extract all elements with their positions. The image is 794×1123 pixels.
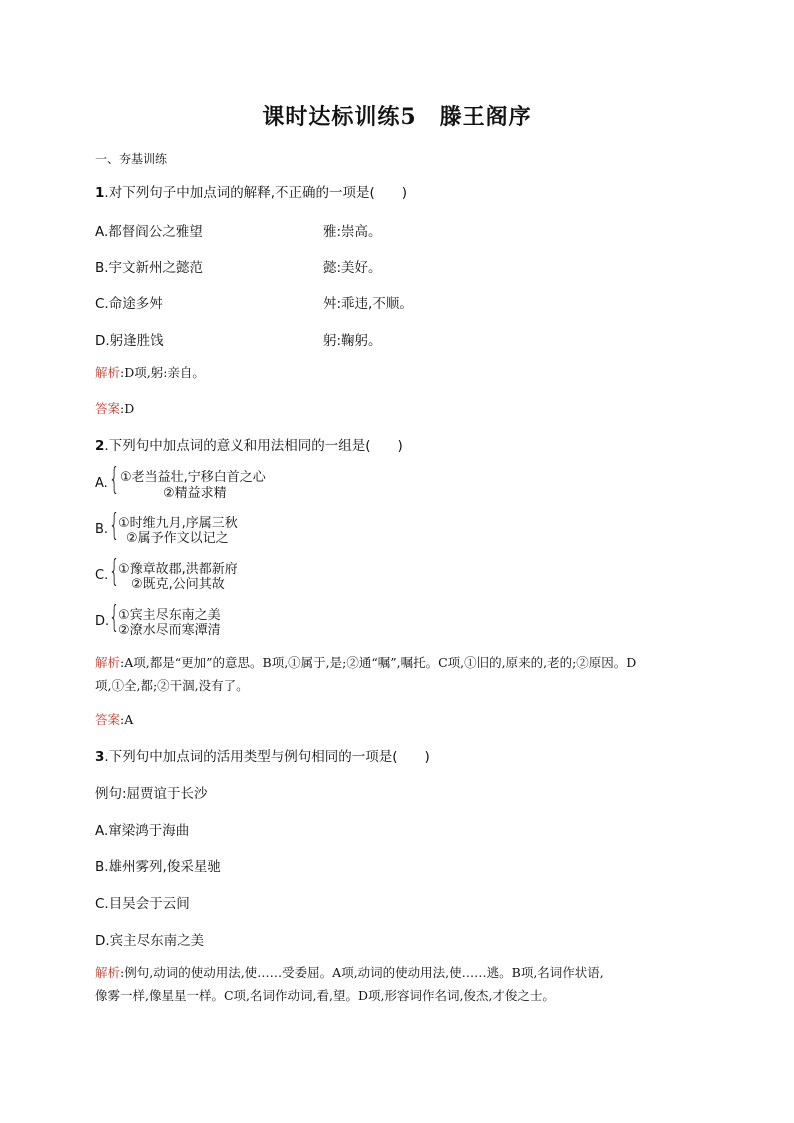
q3-option-a: A.窜梁鸿于海曲 (95, 823, 190, 839)
analysis-label: 解析 (95, 965, 121, 980)
analysis-text: :D项,躬:亲自。 (120, 365, 205, 380)
brace-icon: { (109, 508, 120, 543)
q2-answer (95, 710, 133, 728)
q2-option-b-sentence-2: ②属予作文以记之 (126, 531, 229, 546)
q2-option-b-sentence-1: ①时维九月,序属三秋 (118, 516, 238, 531)
q3-example: 例句:屈贾谊于长沙 (95, 786, 208, 802)
q3-option-b: B.雄州雾列,俊采星驰 (95, 859, 221, 875)
q2-option-a-sentence-1: ①老当益壮,宁移白首之心 (120, 470, 266, 485)
q3-analysis-line-2: 像雾一样,像星星一样。C项,名词作动词,看,望。D项,形容词作名词,俊杰,才俊之士。 (95, 988, 555, 1003)
question-number: 2 (95, 438, 105, 454)
analysis-text: :例句,动词的使动用法,使……受委屈。A项,动词的使动用法,使……逃。B项,名词作状语, (120, 965, 604, 980)
q2-option-b-letter: B. (95, 522, 109, 537)
question-3-stem (95, 745, 430, 765)
q1-gloss-c: 舛:乖违,不顺。 (323, 296, 413, 312)
section-heading: 一、夯基训练 (95, 152, 168, 166)
analysis-label: 解析 (95, 655, 121, 670)
question-text: .对下列句子中加点词的解释,不正确的一项是( ) (104, 185, 408, 201)
q1-gloss-b: 懿:美好。 (323, 260, 382, 276)
q1-gloss-a: 雅:崇高。 (323, 224, 382, 240)
question-1-stem (95, 181, 407, 201)
brace-icon: { (109, 462, 120, 497)
q2-option-d-sentence-1: ①宾主尽东南之美 (118, 608, 221, 623)
q2-option-a-sentence-2: ②精益求精 (163, 486, 227, 501)
answer-label: 答案 (95, 401, 121, 416)
analysis-text: :A项,都是“更加”的意思。B项,①属于,是;②通“嘱”,嘱托。C项,①旧的,原来的,老的;②原因。D (120, 655, 637, 670)
q2-option-d-sentence-2: ②潦水尽而寒潭清 (118, 623, 221, 638)
brace-icon: { (109, 554, 120, 589)
q3-analysis-line-1 (95, 963, 604, 981)
q1-option-d: D.躬逢胜饯 (95, 333, 164, 349)
q3-option-d: D.宾主尽东南之美 (95, 933, 205, 949)
q3-option-c: C.目吴会于云间 (95, 896, 190, 912)
question-text: .下列句中加点词的意义和用法相同的一组是( ) (104, 438, 403, 454)
q2-option-c-sentence-1: ①豫章故郡,洪都新府 (118, 562, 238, 577)
answer-label: 答案 (95, 712, 121, 727)
q1-option-b: B.宇文新州之懿范 (95, 260, 204, 276)
question-text: .下列句中加点词的活用类型与例句相同的一项是( ) (104, 749, 430, 765)
q2-option-d-letter: D. (95, 614, 110, 629)
answer-text: :A (120, 712, 134, 727)
analysis-label: 解析 (95, 365, 121, 380)
q2-option-c-letter: C. (95, 568, 109, 583)
question-number: 3 (95, 749, 105, 765)
brace-icon: { (109, 600, 120, 635)
answer-text: :D (120, 401, 135, 416)
q2-option-a-letter: A. (95, 476, 108, 491)
q1-option-a: A.都督阎公之雅望 (95, 224, 203, 240)
q2-analysis-line-2: 项,①全,都;②干涸,没有了。 (95, 678, 249, 693)
question-2-stem (95, 434, 403, 454)
q1-analysis (95, 363, 205, 381)
q1-option-c: C.命途多舛 (95, 296, 163, 312)
q2-analysis-line-1 (95, 653, 636, 671)
q1-answer (95, 399, 134, 417)
q2-option-c-sentence-2: ②既克,公问其故 (131, 577, 225, 592)
q1-gloss-d: 躬:鞠躬。 (323, 333, 382, 349)
page-title: 课时达标训练5 滕王阁序 (262, 104, 532, 130)
question-number: 1 (95, 185, 105, 201)
